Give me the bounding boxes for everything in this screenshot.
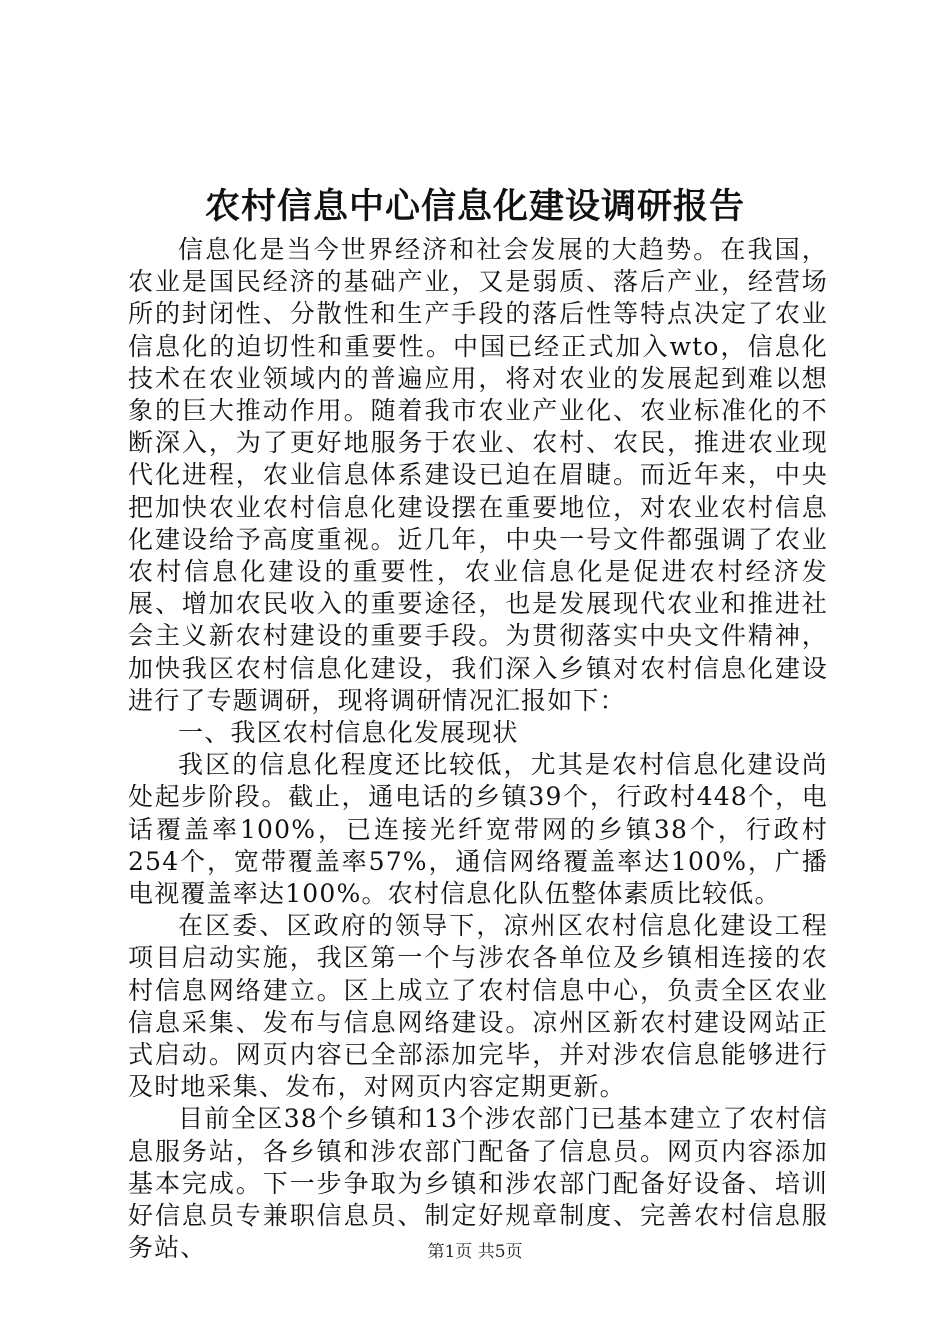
service-station-paragraph: 目前全区38个乡镇和13个涉农部门已基本建立了农村信息服务站，各乡镇和涉农部门配备了信息员。网页内容添加基本完成。下一步争取为乡镇和涉农部门配备好设备、培训好信息员专兼职信息员、制定好规章制度、完善农村信息服务站、 xyxy=(128,1104,828,1263)
status-paragraph: 我区的信息化程度还比较低，尤其是农村信息化建设尚处起步阶段。截止，通电话的乡镇39个，行政村448个，电话覆盖率100%，已连接光纤宽带网的乡镇38个，行政村254个，宽带覆盖率57%，通信网络覆盖率达100%，广播电视覆盖率达100%。农村信息化队伍整体素质比较低。 xyxy=(128,750,828,909)
section-heading: 一、我区农村信息化发展现状 xyxy=(178,718,519,748)
intro-paragraph: 信息化是当今世界经济和社会发展的大趋势。在我国，农业是国民经济的基础产业，又是弱质、落后产业，经营场所的封闭性、分散性和生产手段的落后性等特点决定了农业信息化的迫切性和重要性。中国已经正式加入wto，信息化技术在农业领域内的普遍应用，将对农业的发展起到难以想象的巨大推动作用。随着我市农业产业化、农业标准化的不断深入，为了更好地服务于农业、农村、农民，推进农业现代化进程，农业信息体系建设已迫在眉睫。而近年来，中央把加快农业农村信息化建设摆在重要地位，对农业农村信息化建设给予高度重视。近几年，中央一号文件都强调了农业农村信息化建设的重要性，农业信息化是促进农村经济发展、增加农民收入的重要途径，也是发展现代农业和推进社会主义新农村建设的重要手段。为贯彻落实中央文件精神，加快我区农村信息化建设，我们深入乡镇对农村信息化建设进行了专题调研，现将调研情况汇报如下： xyxy=(128,235,828,715)
document-title: 农村信息中心信息化建设调研报告 xyxy=(204,186,745,227)
page-number-footer: 第1页 共5页 xyxy=(427,1242,523,1262)
project-paragraph: 在区委、区政府的领导下，凉州区农村信息化建设工程项目启动实施，我区第一个与涉农各单位及乡镇相连接的农村信息网络建立。区上成立了农村信息中心，负责全区农业信息采集、发布与信息网络建设。凉州区新农村建设网站正式启动。网页内容已全部添加完毕，并对涉农信息能够进行及时地采集、发布，对网页内容定期更新。 xyxy=(128,911,828,1102)
document-body xyxy=(128,234,828,1265)
